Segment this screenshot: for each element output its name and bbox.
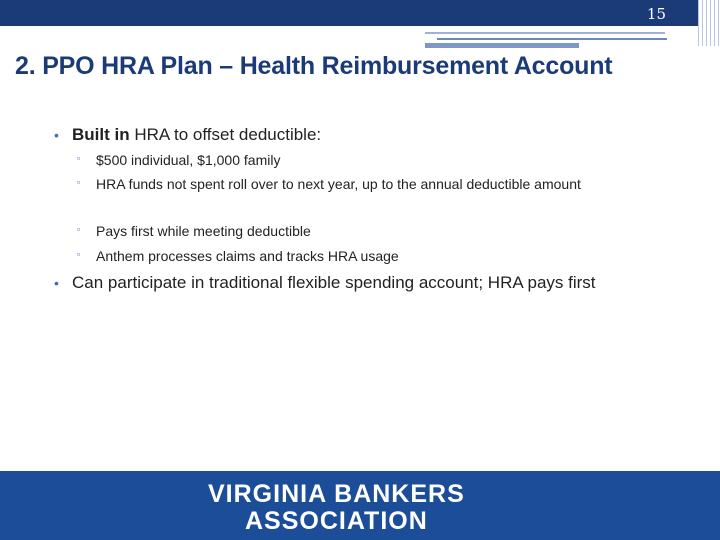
decorative-rule-lines <box>425 32 698 46</box>
bullet-bold-text: Built in <box>72 125 130 144</box>
sub-bullet-text: $500 individual, $1,000 family <box>96 152 281 168</box>
bullet-icon: • <box>54 127 59 143</box>
slide-title: 2. PPO HRA Plan – Health Reimbursement Account <box>15 52 613 80</box>
top-bar <box>0 0 698 26</box>
square-bullet-icon: ▫ <box>77 153 81 163</box>
slide-number: 15 <box>646 5 666 23</box>
rule-line <box>425 43 579 48</box>
decorative-stripes <box>698 0 720 46</box>
bullet-text <box>72 124 321 146</box>
rule-line <box>437 38 667 40</box>
sub-bullet-text: Anthem processes claims and tracks HRA usage <box>96 248 399 264</box>
square-bullet-icon: ▫ <box>77 249 81 259</box>
square-bullet-icon: ▫ <box>77 177 81 187</box>
bullet-icon: • <box>54 275 59 291</box>
sub-bullet-text: Pays first while meeting deductible <box>96 223 311 239</box>
bullet-rest-text: HRA to offset deductible: <box>129 125 322 144</box>
square-bullet-icon: ▫ <box>77 224 81 234</box>
virginia-bankers-logo <box>190 480 530 534</box>
logo-line-1: VIRGINIA BANKERS <box>208 480 465 508</box>
logo-line-2: ASSOCIATION <box>245 507 428 535</box>
sub-bullet-text: HRA funds not spent roll over to next year, up to the annual deductible amount <box>96 176 581 192</box>
bullet-text: Can participate in traditional flexible spending account; HRA pays first <box>72 273 596 292</box>
rule-line <box>425 32 665 34</box>
